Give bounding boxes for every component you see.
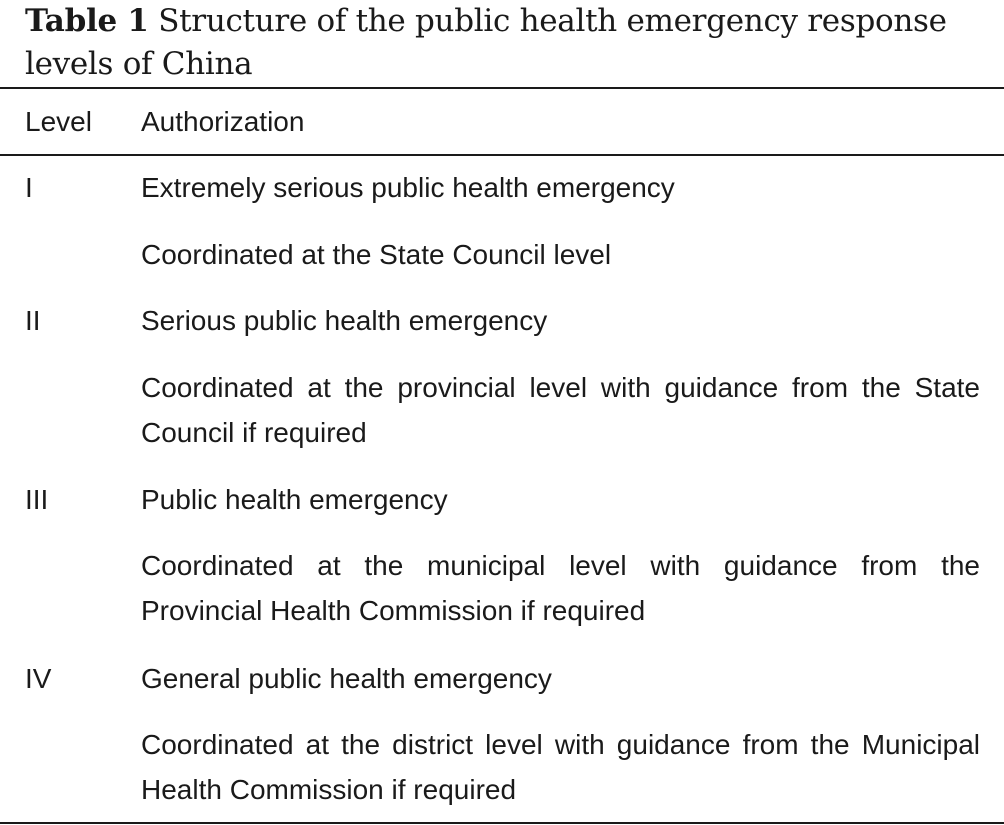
header-authorization: Authorization bbox=[141, 106, 305, 137]
row-3-severity: Public health emergency bbox=[141, 484, 448, 515]
row-1-level: I bbox=[25, 172, 33, 203]
table-header-rule bbox=[0, 154, 1004, 156]
row-2-coordination: Coordinated at the provincial level with guidance from the State Council if required bbox=[141, 372, 980, 448]
row-1-severity: Extremely serious public health emergency bbox=[141, 172, 675, 203]
table-caption-text: Structure of the public health emergency response levels of China bbox=[25, 3, 947, 82]
table-caption bbox=[25, 0, 995, 86]
row-3-coordination: Coordinated at the municipal level with guidance from the Provincial Health Commission if required bbox=[141, 550, 980, 626]
table-top-rule bbox=[0, 87, 1004, 89]
table-label: Table 1 bbox=[25, 3, 149, 39]
row-4-coordination: Coordinated at the district level with guidance from the Municipal Health Commission if required bbox=[141, 729, 980, 805]
header-level: Level bbox=[25, 106, 92, 137]
table-bottom-rule bbox=[0, 822, 1004, 824]
row-4-severity: General public health emergency bbox=[141, 663, 552, 694]
row-2-level: II bbox=[25, 305, 41, 336]
row-2-severity: Serious public health emergency bbox=[141, 305, 548, 336]
row-1-coordination: Coordinated at the State Council level bbox=[141, 239, 612, 270]
row-4-level: IV bbox=[25, 663, 52, 694]
row-3-level: III bbox=[25, 484, 49, 515]
